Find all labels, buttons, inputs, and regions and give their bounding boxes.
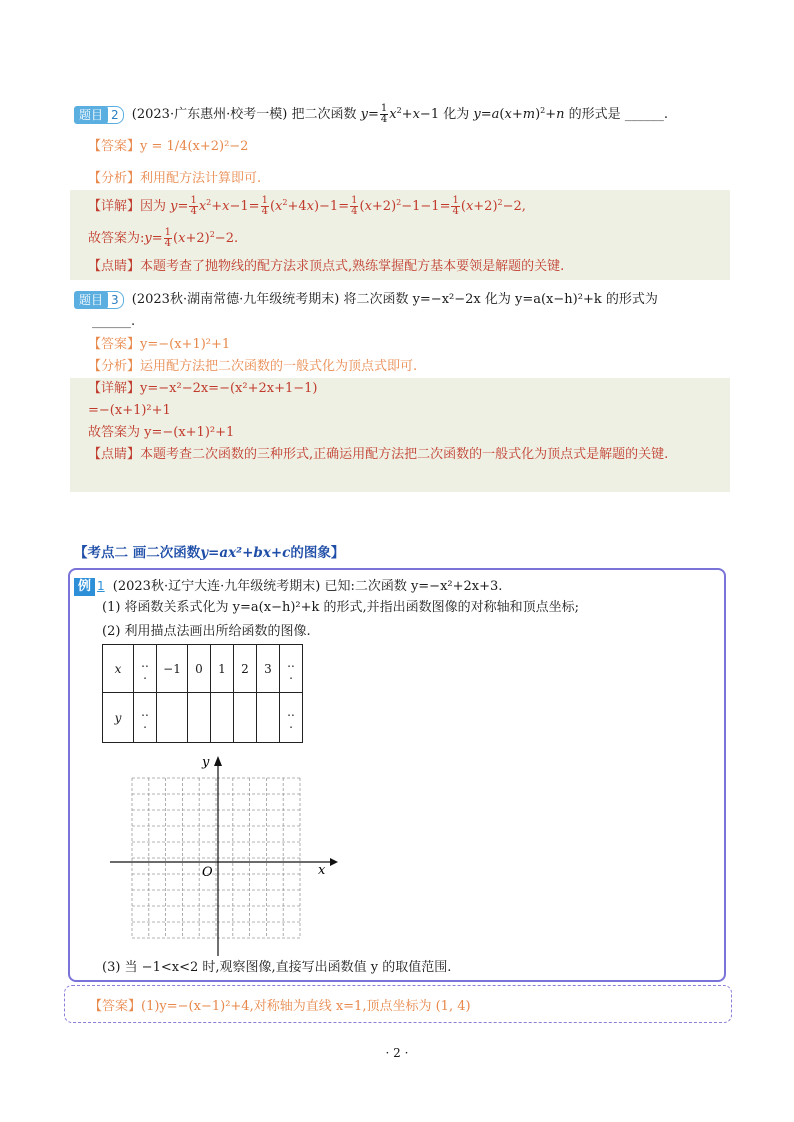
question-source: (2023·广东惠州·校考一模) [131, 107, 288, 122]
ellipsis-dot: . [289, 716, 293, 731]
table-cell: 0 [188, 645, 211, 693]
table-cell-empty[interactable] [257, 693, 280, 743]
question-text: 将二次函数 y=−x²−2x 化为 y=a(x−h)²+k 的形式为 [343, 292, 658, 307]
y-axis-arrow-icon [214, 756, 222, 766]
detail-label: 【详解】 [88, 381, 141, 396]
question-source: (2023秋·湖南常德·九年级统考期末) [131, 292, 340, 307]
table-cell-empty[interactable] [188, 693, 211, 743]
analysis-text: 利用配方法计算即可. [140, 171, 262, 186]
table-cell-empty[interactable] [211, 693, 234, 743]
example-answer [89, 995, 471, 1014]
answer-text: y=−(x+1)²+1 [140, 337, 231, 352]
detail-text: 故答案为: [88, 231, 145, 246]
table-cell-empty[interactable] [234, 693, 257, 743]
example-part-3: (3) 当 −1<x<2 时,观察图像,直接写出函数值 y 的取值范围. [102, 960, 452, 975]
q2-detail-line-1: 【详解】因为 y= $\frac{1}{4}$ $x^2+x-1=$ $\frac{1}{4}$ $(x^2+4x)-1=$ $\frac{1}{4}$ $(x+2)^2-1-1=$ $\frac{1}{4}$ $(x+2)^2-2$, [88, 195, 526, 217]
table-cell-empty[interactable] [157, 693, 188, 743]
x-axis-arrow-icon [330, 858, 338, 866]
page-number: · 2 · [385, 1046, 409, 1060]
ellipsis: .. [287, 704, 295, 719]
question-tag: 题目 [74, 106, 108, 124]
question-number: 2 [106, 106, 124, 124]
q3-answer [88, 336, 230, 354]
question-text: 的形式是 [568, 107, 621, 122]
detail-text: 因为 [140, 199, 167, 214]
x-axis-label: x [318, 863, 326, 878]
q2-point [88, 256, 718, 278]
value-table [102, 644, 303, 743]
analysis-label: 【分析】 [88, 359, 141, 374]
q3-detail-line-2: =−(x+1)²+1 [88, 403, 171, 418]
question-text: 把二次函数 [291, 107, 357, 122]
table-cell [134, 693, 157, 743]
ellipsis: .. [287, 655, 295, 670]
question-tag: 题目 [74, 291, 108, 309]
point-text: 本题考查了抛物线的配方法求顶点式,熟练掌握配方基本要领是解题的关键. [140, 259, 565, 274]
section-heading [74, 541, 344, 561]
heading-prefix: 【考点二 画二次函数 [74, 545, 201, 561]
answer-text: y = 1/4(x+2)²−2 [140, 139, 249, 154]
example-text: 已知:二次函数 y=−x²+2x+3. [324, 579, 503, 594]
table-row-x [103, 645, 303, 693]
table-row-y [103, 693, 303, 743]
question-3-stem [74, 290, 658, 310]
q3-point [88, 444, 718, 466]
analysis-text: 运用配方法把二次函数的一般式化为顶点式即可. [140, 359, 418, 374]
q3-blank: ______. [92, 314, 136, 329]
example-stem [74, 576, 502, 597]
table-cell [280, 645, 303, 693]
heading-suffix: 的图象】 [290, 545, 345, 561]
example-part-1: (1) 将函数关系式化为 y=a(x−h)²+k 的形式,并指出函数图像的对称轴和顶点坐标; [102, 600, 580, 615]
detail-text: y=−x²−2x=−(x²+2x+1−1) [140, 381, 318, 396]
q3-detail-box [70, 378, 730, 492]
q3-detail-line-3: 故答案为 y=−(x+1)²+1 [88, 425, 235, 440]
table-cell [134, 645, 157, 693]
q3-detail-line-1 [88, 378, 317, 400]
question-2-stem: 题目 2 (2023·广东惠州·校考一模) 把二次函数 y= $\frac{1}{4}$ $x^2+x-1$ 化为 $y=a(x+m)^2+n$ 的形式是 ______. [74, 104, 668, 125]
example-part-2: (2) 利用描点法画出所给函数的图像. [102, 624, 311, 639]
detail-label: 【详解】 [88, 199, 141, 214]
origin-label: O [202, 865, 213, 880]
example-1-box [68, 568, 726, 982]
ellipsis-dot: . [143, 716, 147, 731]
table-cell: 3 [257, 645, 280, 693]
q2-analysis [88, 170, 261, 188]
table-cell: 1 [211, 645, 234, 693]
table-cell: 2 [234, 645, 257, 693]
example-tag: 例 [74, 578, 95, 596]
heading-formula: y=ax²+bx+c [200, 545, 291, 561]
answer-label: 【答案】 [89, 999, 142, 1014]
q2-detail-box [70, 190, 730, 280]
answer-blank: ______. [624, 107, 668, 122]
q2-detail-line-2: 故答案为:y= $\frac{1}{4}$ $(x+2)^2-2$. [88, 227, 239, 249]
question-number: 3 [106, 291, 124, 309]
example-answer-box [64, 985, 732, 1023]
y-axis-label: y [202, 756, 210, 770]
question-text: 化为 [443, 107, 470, 122]
table-cell: −1 [157, 645, 188, 693]
answer-label: 【答案】 [88, 337, 141, 352]
coordinate-grid[interactable] [110, 756, 340, 956]
answer-text: (1)y=−(x−1)²+4,对称轴为直线 x=1,顶点坐标为 (1, 4) [141, 999, 471, 1014]
q2-answer [88, 138, 248, 156]
example-number: 1 [97, 579, 105, 593]
ellipsis: .. [141, 704, 149, 719]
ellipsis-dot: . [143, 667, 147, 682]
table-cell [280, 693, 303, 743]
answer-label: 【答案】 [88, 139, 141, 154]
ellipsis: .. [141, 655, 149, 670]
analysis-label: 【分析】 [88, 171, 141, 186]
point-label: 【点睛】 [88, 259, 141, 274]
table-header-x: x [114, 661, 122, 676]
ellipsis-dot: . [289, 667, 293, 682]
point-text: 本题考查二次函数的三种形式,正确运用配方法把二次函数的一般式化为顶点式是解题的关键. [140, 447, 669, 462]
grid-lines [132, 778, 300, 938]
table-header-y: y [114, 710, 122, 725]
example-source: (2023秋·辽宁大连·九年级统考期末) [112, 579, 321, 594]
point-label: 【点睛】 [88, 447, 141, 462]
q3-analysis [88, 358, 417, 376]
